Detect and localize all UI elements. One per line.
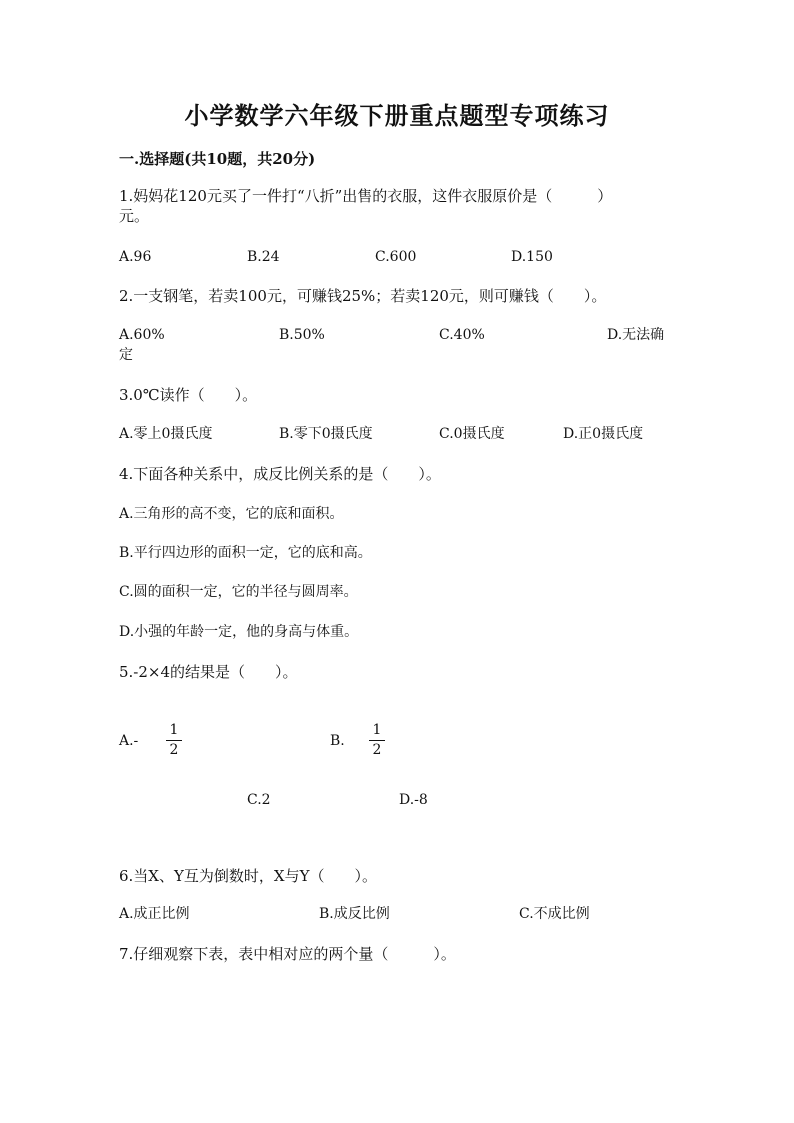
q3-option-d: D.正0摄氏度 [563, 426, 644, 442]
q1-option-d: D.150 [511, 249, 553, 265]
q1-option-c: C.600 [375, 249, 417, 265]
q6-option-c: C.不成比例 [519, 906, 590, 922]
q5-option-c: C.2 [247, 792, 271, 808]
question-2: 2.一支钢笔，若卖100元，可赚钱25%；若卖120元，则可赚钱（ ）。 [119, 287, 607, 305]
q6-option-a: A.成正比例 [119, 906, 190, 922]
question-4: 4.下面各种关系中，成反比例关系的是（ ）。 [119, 465, 441, 483]
q5-option-a: A.- [119, 733, 139, 749]
q2-option-d: D.无法确 [607, 327, 665, 343]
q2-option-d-wrap: 定 [119, 347, 133, 363]
q6-option-b: B.成反比例 [319, 906, 390, 922]
fraction-numerator: 1 [169, 722, 179, 738]
question-1: 1.妈妈花120元买了一件打“八折”出售的衣服，这件衣服原价是（ ） [119, 187, 613, 205]
q1-option-b: B.24 [247, 249, 280, 265]
q4-option-a: A.三角形的高不变，它的底和面积。 [119, 506, 344, 522]
question-6: 6.当X、Y互为倒数时，X与Y（ ）。 [119, 867, 377, 885]
q5-option-b-fraction [369, 722, 385, 759]
section-heading: 一.选择题(共10题，共20分) [119, 150, 316, 168]
fraction-bar [166, 740, 182, 741]
fraction-numerator: 1 [372, 722, 382, 738]
fraction-bar [369, 740, 385, 741]
q4-option-c: C.圆的面积一定，它的半径与圆周率。 [119, 584, 358, 600]
question-5: 5.-2×4的结果是（ ）。 [119, 663, 298, 681]
question-3: 3.0℃读作（ ）。 [119, 386, 258, 404]
fraction-denominator: 2 [169, 742, 179, 758]
q1-option-a: A.96 [119, 249, 152, 265]
q5-option-d: D.-8 [399, 792, 428, 808]
q2-option-a: A.60% [119, 327, 165, 343]
question-7: 7.仔细观察下表，表中相对应的两个量（ ）。 [119, 945, 456, 963]
q2-option-b: B.50% [279, 327, 325, 343]
q3-option-b: B.零下0摄氏度 [279, 426, 373, 442]
question-1-continued: 元。 [119, 207, 150, 225]
q5-option-a-fraction [166, 722, 182, 759]
fraction-denominator: 2 [372, 742, 382, 758]
q3-option-a: A.零上0摄氏度 [119, 426, 213, 442]
q5-option-b: B. [330, 733, 345, 749]
q4-option-d: D.小强的年龄一定，他的身高与体重。 [119, 624, 359, 640]
q4-option-b: B.平行四边形的面积一定，它的底和高。 [119, 545, 372, 561]
page-title: 小学数学六年级下册重点题型专项练习 [184, 101, 610, 130]
q3-option-c: C.0摄氏度 [439, 426, 505, 442]
q2-option-c: C.40% [439, 327, 485, 343]
